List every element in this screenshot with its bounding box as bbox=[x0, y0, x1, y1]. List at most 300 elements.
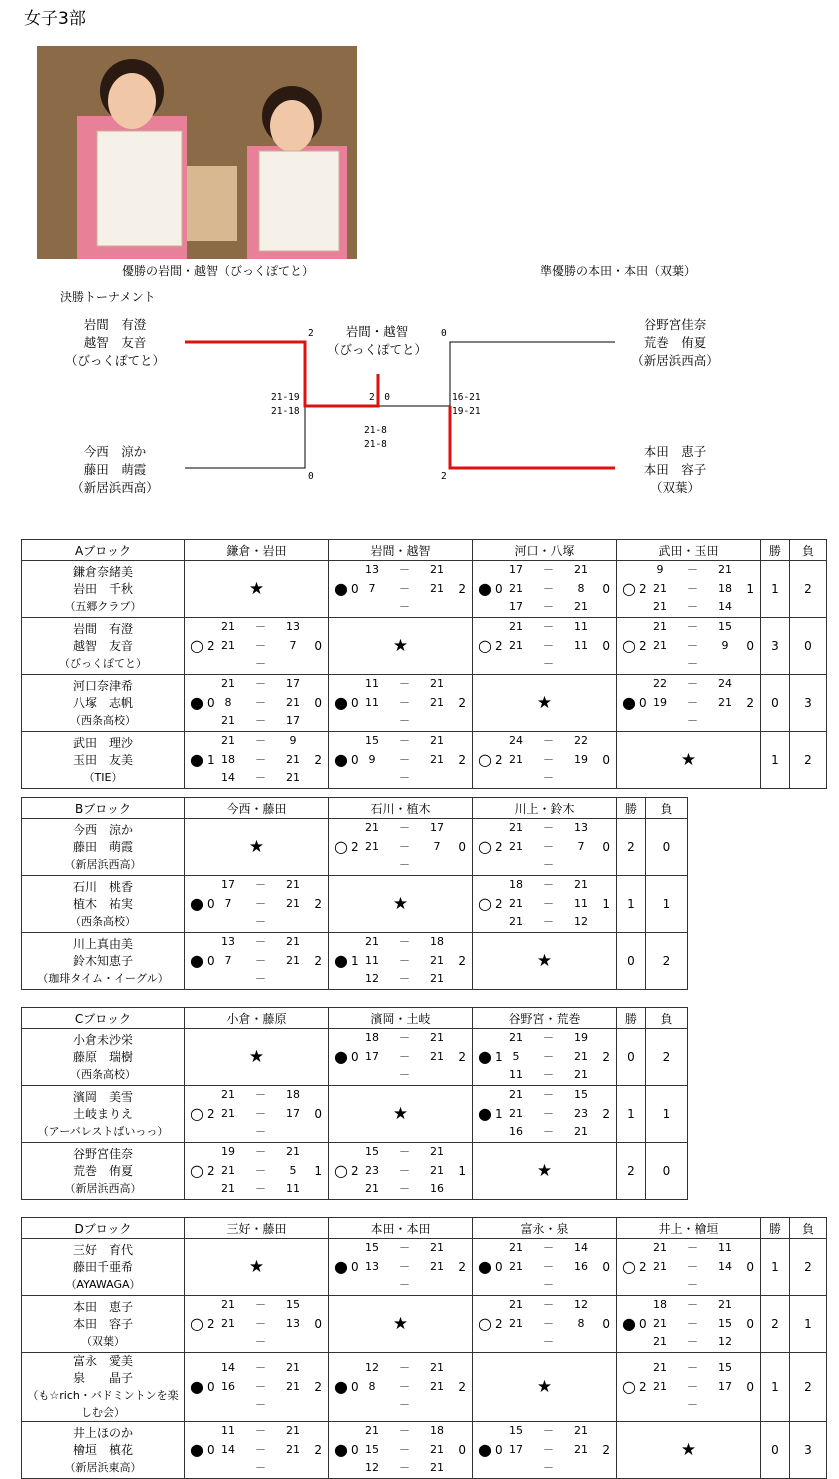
games-won: 2 bbox=[207, 1164, 215, 1178]
team-name-line: 富永 愛美 bbox=[72, 1354, 133, 1368]
winner-caption: 優勝の岩間・越智（びっくぽてと） bbox=[122, 264, 315, 278]
team-name-line: 石川 桃香 bbox=[72, 879, 133, 894]
score-own: 17 bbox=[509, 1442, 523, 1456]
self-cell bbox=[473, 1143, 617, 1200]
score-opp bbox=[284, 1333, 302, 1352]
score-dash: － bbox=[687, 1361, 698, 1374]
score-own: 21 bbox=[509, 1259, 523, 1273]
score-dash: － bbox=[399, 752, 410, 766]
score-own bbox=[651, 1276, 669, 1295]
score-opp: 12 bbox=[574, 1298, 588, 1311]
games-lost: 0 bbox=[746, 1380, 754, 1394]
game-score bbox=[651, 655, 734, 674]
game-score bbox=[507, 1276, 590, 1295]
score-own: 21 bbox=[221, 714, 235, 728]
match-cell bbox=[185, 876, 329, 933]
score-own: 21 bbox=[221, 677, 235, 690]
score-opp: 17 bbox=[430, 821, 444, 834]
score-dash: － bbox=[255, 1163, 266, 1177]
game-score bbox=[507, 751, 590, 770]
score-dash: － bbox=[255, 752, 266, 766]
score-own bbox=[363, 856, 381, 875]
games-lost: 0 bbox=[458, 1443, 466, 1457]
score-own bbox=[363, 712, 381, 731]
games-lost: 0 bbox=[314, 1317, 322, 1331]
game-score bbox=[363, 933, 446, 952]
score-opp: 14 bbox=[574, 1241, 588, 1254]
team-name-line: （新居浜西高） bbox=[64, 857, 142, 871]
match-cell bbox=[329, 1239, 473, 1296]
score-opp: 21 bbox=[286, 1145, 300, 1158]
losses-header: 負 bbox=[790, 540, 827, 561]
game-score bbox=[219, 751, 302, 770]
score-dash: － bbox=[399, 1361, 410, 1374]
game-score bbox=[363, 819, 446, 838]
win-mark-icon: ○ bbox=[622, 579, 636, 598]
score-dash: － bbox=[543, 1125, 554, 1139]
score-opp: 21 bbox=[574, 1442, 588, 1456]
score-dash: － bbox=[399, 1145, 410, 1158]
game-score bbox=[219, 1123, 302, 1142]
score-dash: － bbox=[687, 563, 698, 576]
score-own: 21 bbox=[509, 638, 523, 652]
game-score bbox=[219, 712, 302, 731]
team-name-line: 本田 恵子 bbox=[72, 1299, 133, 1314]
page-title: 女子3部 bbox=[24, 9, 86, 29]
score-dash: － bbox=[399, 1241, 410, 1254]
game-score bbox=[219, 876, 302, 895]
score-opp: 21 bbox=[430, 1163, 444, 1177]
score-own: 18 bbox=[221, 752, 235, 766]
score-dash: － bbox=[687, 1278, 698, 1292]
game-score bbox=[651, 1296, 734, 1315]
wins-count: 2 bbox=[617, 1143, 646, 1200]
score-dash: － bbox=[543, 1461, 554, 1475]
loss-mark-icon: ● bbox=[478, 1440, 492, 1459]
score-own: 21 bbox=[509, 1106, 523, 1120]
score-opp: 18 bbox=[718, 581, 732, 595]
games-won: 2 bbox=[495, 897, 503, 911]
losses-count: 2 bbox=[790, 732, 827, 789]
wins-count: 1 bbox=[761, 561, 790, 618]
score-opp: 22 bbox=[574, 734, 588, 747]
match-cell bbox=[617, 561, 761, 618]
game-score bbox=[363, 1258, 446, 1277]
score-opp: 21 bbox=[430, 953, 444, 967]
score-own: 21 bbox=[509, 1298, 523, 1311]
score-opp: 21 bbox=[286, 771, 300, 785]
games-won: 2 bbox=[495, 1317, 503, 1331]
score-opp: 21 bbox=[430, 1049, 444, 1063]
games-won: 0 bbox=[495, 1443, 503, 1457]
score-opp: 21 bbox=[286, 878, 300, 891]
game-score bbox=[219, 1459, 302, 1478]
games-lost: 2 bbox=[458, 753, 466, 767]
score-dash: － bbox=[255, 1335, 266, 1349]
score-opp bbox=[572, 1276, 590, 1295]
game-score bbox=[651, 598, 734, 617]
bracket-winner: 岩間・越智 （びっくぽてと） bbox=[326, 324, 427, 357]
score-opp bbox=[428, 1396, 446, 1415]
score-own: 21 bbox=[221, 1182, 235, 1196]
score-opp: 21 bbox=[430, 734, 444, 747]
game-score bbox=[507, 876, 590, 895]
star-icon: ★ bbox=[248, 1047, 265, 1067]
wins-count: 1 bbox=[761, 1353, 790, 1422]
score-dash: － bbox=[543, 915, 554, 929]
score-own bbox=[651, 1396, 669, 1415]
score-dash: － bbox=[543, 1278, 554, 1292]
score-dash: － bbox=[543, 878, 554, 891]
game-score bbox=[363, 732, 446, 751]
match-cell bbox=[329, 561, 473, 618]
column-header: 鎌倉・岩田 bbox=[185, 540, 329, 561]
win-mark-icon: ○ bbox=[478, 837, 492, 856]
win-mark-icon: ○ bbox=[478, 1314, 492, 1333]
team-name-line: （珈琲タイム・イーグル） bbox=[37, 971, 169, 985]
win-mark-icon: ○ bbox=[190, 1104, 204, 1123]
score-own: 11 bbox=[509, 1068, 523, 1082]
games-lost: 1 bbox=[602, 897, 610, 911]
score-dash: － bbox=[399, 1379, 410, 1393]
score-opp bbox=[572, 856, 590, 875]
wins-count: 1 bbox=[761, 1239, 790, 1296]
match-cell bbox=[473, 876, 617, 933]
games-lost: 0 bbox=[602, 1317, 610, 1331]
column-header: 濱岡・土岐 bbox=[329, 1008, 473, 1029]
team-name-line: 鈴木知恵子 bbox=[72, 953, 133, 968]
score-opp: 21 bbox=[286, 1379, 300, 1393]
score-opp: 21 bbox=[286, 695, 300, 709]
score-opp: 21 bbox=[430, 1031, 444, 1044]
game-score bbox=[219, 1162, 302, 1181]
loss-mark-icon: ● bbox=[334, 1440, 348, 1459]
star-icon: ★ bbox=[536, 693, 553, 713]
games-lost: 2 bbox=[458, 1260, 466, 1274]
bracket-right-bottom-team: 本田 恵子 本田 容子 （双葉） bbox=[643, 444, 707, 495]
wins-header: 勝 bbox=[761, 1218, 790, 1239]
score-opp: 21 bbox=[718, 695, 732, 709]
score-own bbox=[507, 1333, 525, 1352]
score-opp: 16 bbox=[574, 1259, 588, 1273]
losses-count: 1 bbox=[790, 1296, 827, 1353]
win-mark-icon: ○ bbox=[190, 636, 204, 655]
score-own: 13 bbox=[365, 563, 379, 576]
win-mark-icon: ○ bbox=[334, 1161, 348, 1180]
score-opp: 12 bbox=[718, 1335, 732, 1349]
score-own: 21 bbox=[509, 839, 523, 853]
score-dash: － bbox=[687, 677, 698, 690]
score-dash: － bbox=[399, 821, 410, 834]
losses-count: 3 bbox=[790, 1422, 827, 1479]
game-score bbox=[363, 675, 446, 694]
star-icon: ★ bbox=[536, 1161, 553, 1181]
wins-count: 1 bbox=[617, 876, 646, 933]
score-own: 8 bbox=[368, 1379, 376, 1393]
score-dash: － bbox=[255, 1379, 266, 1393]
game-score bbox=[651, 1396, 734, 1415]
match-cell bbox=[617, 1239, 761, 1296]
score-own: 21 bbox=[365, 1424, 379, 1437]
game-score bbox=[363, 1459, 446, 1478]
game-score bbox=[219, 655, 302, 674]
score-dash: － bbox=[687, 1259, 698, 1273]
score-opp: 19 bbox=[574, 1031, 588, 1044]
match-cell bbox=[185, 1143, 329, 1200]
score-dash: － bbox=[255, 953, 266, 967]
game-score bbox=[219, 1378, 302, 1397]
games-lost: 2 bbox=[314, 897, 322, 911]
score-own: 19 bbox=[221, 1145, 235, 1158]
games-won: 0 bbox=[495, 582, 503, 596]
games-won: 0 bbox=[351, 582, 359, 596]
team-names bbox=[22, 819, 185, 876]
wins-count: 0 bbox=[761, 675, 790, 732]
game-score bbox=[507, 913, 590, 932]
game-score bbox=[651, 637, 734, 656]
self-cell bbox=[329, 1086, 473, 1143]
score-dash: － bbox=[255, 657, 266, 671]
score-dash: － bbox=[255, 734, 266, 747]
loss-mark-icon: ● bbox=[478, 1257, 492, 1276]
score-dash: － bbox=[399, 1278, 410, 1292]
games-won: 0 bbox=[207, 696, 215, 710]
score-opp: 21 bbox=[430, 1379, 444, 1393]
score-opp: 12 bbox=[574, 915, 588, 929]
table-row bbox=[22, 1029, 688, 1086]
bracket-right-top-team: 谷野宮佳奈 荒巻 侑夏 （新居浜西高） bbox=[631, 317, 719, 368]
score-dash: － bbox=[255, 896, 266, 910]
score-dash: － bbox=[255, 1361, 266, 1374]
score-own: 21 bbox=[653, 1379, 667, 1393]
game-score bbox=[507, 1422, 590, 1441]
score-dash: － bbox=[399, 734, 410, 747]
games-lost: 2 bbox=[314, 753, 322, 767]
score-opp: 11 bbox=[574, 620, 588, 633]
self-cell bbox=[185, 561, 329, 618]
game-score bbox=[507, 655, 590, 674]
score-dash: － bbox=[543, 1106, 554, 1120]
losses-header: 負 bbox=[646, 1008, 688, 1029]
score-dash: － bbox=[255, 1424, 266, 1437]
game-score bbox=[363, 1276, 446, 1295]
score-opp: 21 bbox=[430, 677, 444, 690]
losses-count: 1 bbox=[646, 1086, 688, 1143]
block-table bbox=[21, 1217, 827, 1479]
games-won: 0 bbox=[351, 696, 359, 710]
team-name-line: （西条高校） bbox=[70, 914, 136, 928]
match-cell bbox=[617, 1296, 761, 1353]
score-own: 8 bbox=[224, 695, 232, 709]
column-header: 本田・本田 bbox=[329, 1218, 473, 1239]
wins-count: 2 bbox=[617, 819, 646, 876]
score-own: 21 bbox=[365, 1182, 379, 1196]
score-own bbox=[219, 655, 237, 674]
games-won: 0 bbox=[207, 954, 215, 968]
score-own: 21 bbox=[509, 1031, 523, 1044]
game-score bbox=[219, 1441, 302, 1460]
game-score bbox=[507, 1105, 590, 1124]
score-dash: － bbox=[255, 1398, 266, 1412]
game-score bbox=[219, 1180, 302, 1199]
game-score bbox=[219, 675, 302, 694]
score-opp: 15 bbox=[718, 1361, 732, 1374]
bracket-left-top-team: 岩間 有澄 越智 友音 （びっくぽてと） bbox=[64, 317, 165, 368]
game-score bbox=[219, 1315, 302, 1334]
score-dash: － bbox=[399, 695, 410, 709]
score-opp: 21 bbox=[430, 563, 444, 576]
tournament-label: 決勝トーナメント bbox=[60, 290, 156, 304]
loss-mark-icon: ● bbox=[190, 693, 204, 712]
games-won: 2 bbox=[351, 1164, 359, 1178]
loss-mark-icon: ● bbox=[334, 1257, 348, 1276]
score-dash: － bbox=[399, 839, 410, 853]
star-icon: ★ bbox=[680, 1440, 697, 1460]
games-lost: 2 bbox=[314, 954, 322, 968]
game-score bbox=[507, 769, 590, 788]
score-opp bbox=[284, 655, 302, 674]
games-lost: 2 bbox=[314, 1443, 322, 1457]
game-score bbox=[219, 1143, 302, 1162]
game-score bbox=[507, 1048, 590, 1067]
game-score bbox=[219, 913, 302, 932]
score-own: 12 bbox=[365, 1361, 379, 1374]
win-mark-icon: ○ bbox=[190, 1314, 204, 1333]
score-own: 5 bbox=[512, 1049, 520, 1063]
losses-count: 0 bbox=[646, 819, 688, 876]
losses-header: 負 bbox=[646, 798, 688, 819]
match-cell bbox=[185, 732, 329, 789]
game-score bbox=[363, 856, 446, 875]
loss-mark-icon: ● bbox=[622, 693, 636, 712]
match-cell bbox=[473, 561, 617, 618]
score-opp bbox=[428, 769, 446, 788]
games-lost: 0 bbox=[458, 840, 466, 854]
self-cell bbox=[617, 732, 761, 789]
score-opp: 13 bbox=[286, 1316, 300, 1330]
score-own bbox=[219, 1396, 237, 1415]
score-own: 21 bbox=[221, 1163, 235, 1177]
team-name-line: （西条高校） bbox=[70, 713, 136, 727]
score-dash: － bbox=[255, 1106, 266, 1120]
team-name-line: 藤田千亜希 bbox=[72, 1259, 133, 1274]
score-own: 15 bbox=[509, 1424, 523, 1437]
wins-count: 2 bbox=[761, 1296, 790, 1353]
loss-mark-icon: ● bbox=[478, 579, 492, 598]
games-lost: 0 bbox=[314, 1107, 322, 1121]
column-header: 井上・檜垣 bbox=[617, 1218, 761, 1239]
games-lost: 0 bbox=[746, 639, 754, 653]
team-name-line: 檜垣 槙花 bbox=[72, 1442, 133, 1457]
game-score bbox=[363, 1378, 446, 1397]
score-own: 14 bbox=[221, 1442, 235, 1456]
game-score bbox=[363, 952, 446, 971]
score-opp: 21 bbox=[430, 581, 444, 595]
team-names bbox=[22, 1422, 185, 1479]
team-names bbox=[22, 1086, 185, 1143]
bracket-left-games: 21-19 21-18 bbox=[271, 392, 300, 417]
score-opp bbox=[284, 1396, 302, 1415]
score-opp: 21 bbox=[286, 1361, 300, 1374]
bracket-right-games: 16-21 19-21 bbox=[452, 392, 481, 417]
score-own bbox=[363, 1396, 381, 1415]
games-won: 2 bbox=[351, 840, 359, 854]
team-names bbox=[22, 1029, 185, 1086]
score-dash: － bbox=[543, 771, 554, 785]
score-own: 16 bbox=[221, 1379, 235, 1393]
score-own: 21 bbox=[221, 1316, 235, 1330]
game-score bbox=[507, 1123, 590, 1142]
score-dash: － bbox=[687, 1379, 698, 1393]
score-own: 21 bbox=[653, 1361, 667, 1374]
score-opp: 21 bbox=[430, 695, 444, 709]
score-dash: － bbox=[399, 935, 410, 948]
loss-mark-icon: ● bbox=[334, 693, 348, 712]
team-name-line: 藤原 瑞樹 bbox=[72, 1049, 133, 1064]
game-score bbox=[219, 1333, 302, 1352]
game-score bbox=[219, 1086, 302, 1105]
score-dash: － bbox=[543, 896, 554, 910]
score-dash: － bbox=[543, 1088, 554, 1101]
score-opp: 14 bbox=[718, 600, 732, 614]
game-score bbox=[219, 1296, 302, 1315]
score-own: 17 bbox=[221, 878, 235, 891]
score-dash: － bbox=[255, 714, 266, 728]
score-opp: 21 bbox=[430, 1241, 444, 1254]
table-row bbox=[22, 1086, 688, 1143]
losses-count: 0 bbox=[790, 618, 827, 675]
table-row bbox=[22, 1296, 827, 1353]
wins-header: 勝 bbox=[617, 1008, 646, 1029]
team-name-line: 藤田 萌霞 bbox=[72, 839, 133, 854]
game-score bbox=[219, 933, 302, 952]
games-won: 2 bbox=[495, 639, 503, 653]
games-lost: 2 bbox=[746, 696, 754, 710]
team-names bbox=[22, 618, 185, 675]
score-dash: － bbox=[687, 1398, 698, 1412]
games-lost: 0 bbox=[602, 840, 610, 854]
game-score bbox=[507, 598, 590, 617]
score-opp: 24 bbox=[718, 677, 732, 690]
score-dash: － bbox=[687, 620, 698, 633]
score-dash: － bbox=[255, 1298, 266, 1311]
game-score bbox=[651, 1258, 734, 1277]
games-lost: 2 bbox=[602, 1050, 610, 1064]
score-dash: － bbox=[399, 1031, 410, 1044]
wins-count: 1 bbox=[617, 1086, 646, 1143]
loss-mark-icon: ● bbox=[190, 1440, 204, 1459]
games-won: 2 bbox=[639, 639, 647, 653]
score-own: 17 bbox=[509, 563, 523, 576]
score-opp: 18 bbox=[286, 1088, 300, 1101]
table-row bbox=[22, 933, 688, 990]
score-own bbox=[219, 1459, 237, 1478]
score-own: 21 bbox=[221, 1088, 235, 1101]
column-header: 川上・鈴木 bbox=[473, 798, 617, 819]
self-cell bbox=[617, 1422, 761, 1479]
games-lost: 0 bbox=[746, 1317, 754, 1331]
score-dash: － bbox=[543, 620, 554, 633]
loss-mark-icon: ● bbox=[478, 1104, 492, 1123]
loss-mark-icon: ● bbox=[190, 894, 204, 913]
team-name-line: （新居浜東高） bbox=[64, 1460, 142, 1474]
game-score bbox=[507, 580, 590, 599]
score-opp bbox=[572, 769, 590, 788]
star-icon: ★ bbox=[392, 1314, 409, 1334]
score-opp: 5 bbox=[289, 1163, 297, 1177]
game-score bbox=[219, 1422, 302, 1441]
games-won: 2 bbox=[495, 753, 503, 767]
